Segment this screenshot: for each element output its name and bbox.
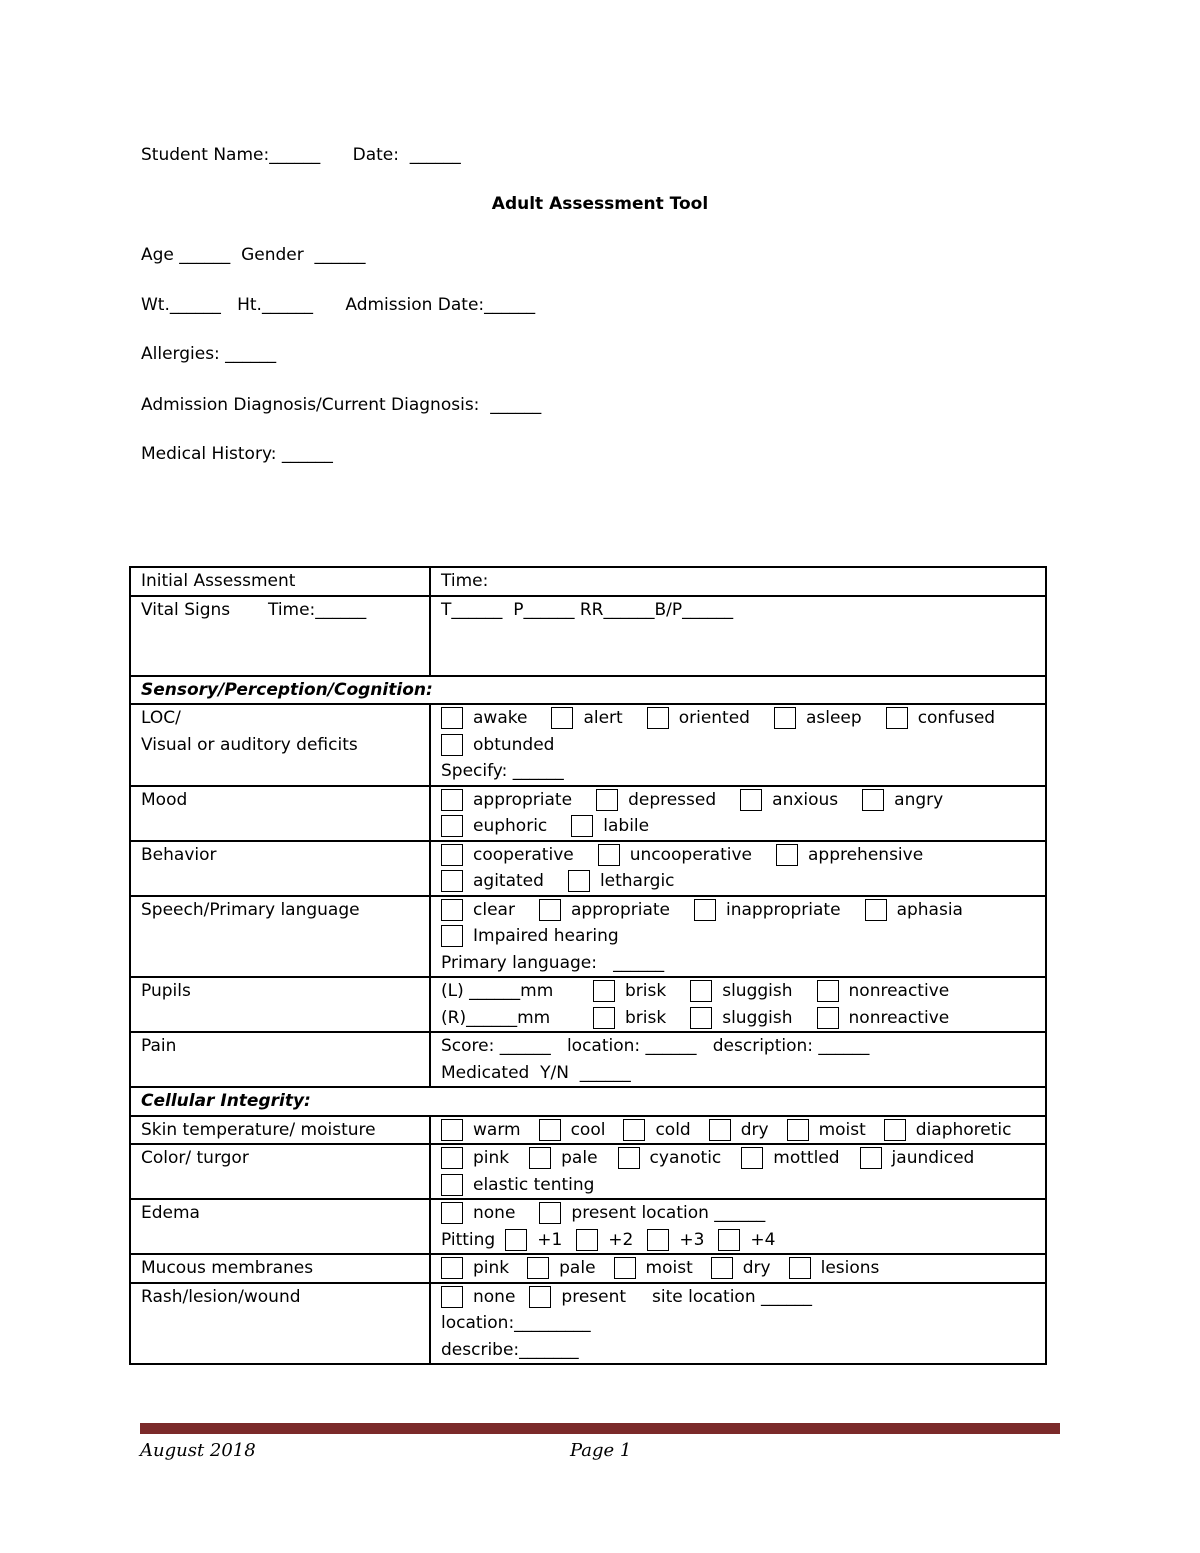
obtunded-checkbox[interactable] xyxy=(441,734,463,756)
vital-signs-label: Vital Signs Time:______ xyxy=(130,596,430,676)
mucous-label: Mucous membranes xyxy=(130,1254,430,1283)
impaired-hearing-checkbox[interactable] xyxy=(441,925,463,947)
allergies-line: Allergies: ______ xyxy=(141,344,277,364)
mood-label: Mood xyxy=(130,786,430,841)
rash-describe: describe:_______ xyxy=(441,1339,579,1360)
cooperative-checkbox[interactable] xyxy=(441,844,463,866)
depressed-checkbox[interactable] xyxy=(596,789,618,811)
table-row xyxy=(130,596,1046,676)
pitting-label: Pitting xyxy=(441,1229,496,1250)
cool-checkbox[interactable] xyxy=(539,1119,561,1141)
angry-checkbox[interactable] xyxy=(862,789,884,811)
table-row xyxy=(130,896,1046,978)
table-row xyxy=(130,1087,1046,1116)
pain-values: Score: ______ location: ______ description: ______ Medicated Y/N ______ xyxy=(430,1032,1046,1087)
right-nonreactive-checkbox[interactable] xyxy=(817,1007,839,1029)
elastic-tenting-checkbox[interactable] xyxy=(441,1174,463,1196)
right-sluggish-checkbox[interactable] xyxy=(690,1007,712,1029)
lethargic-checkbox[interactable] xyxy=(568,870,590,892)
right-brisk-checkbox[interactable] xyxy=(593,1007,615,1029)
inappropriate-checkbox[interactable] xyxy=(694,899,716,921)
pitting-plus3-checkbox[interactable] xyxy=(647,1229,669,1251)
agitated-checkbox[interactable] xyxy=(441,870,463,892)
table-row xyxy=(130,786,1046,841)
section-cellular-integrity: Cellular Integrity: xyxy=(130,1087,1046,1116)
vital-signs-values: T______ P______ RR______B/P______ xyxy=(430,596,1046,676)
footer-page-number: Page 1 xyxy=(570,1440,632,1461)
oriented-checkbox[interactable] xyxy=(647,707,669,729)
cold-checkbox[interactable] xyxy=(623,1119,645,1141)
table-row xyxy=(130,1116,1046,1145)
pitting-plus1-checkbox[interactable] xyxy=(505,1229,527,1251)
loc-options: awake alert oriented asleep confused obtunded Specify: ______ xyxy=(430,704,1046,786)
pitting-plus2-checkbox[interactable] xyxy=(576,1229,598,1251)
mucous-dry-checkbox[interactable] xyxy=(711,1257,733,1279)
pupils-options: (L) ______mm brisk sluggish nonreactive (R)______mm brisk sluggish nonreactive xyxy=(430,977,1046,1032)
aphasia-checkbox[interactable] xyxy=(865,899,887,921)
skin-options: warm cool cold dry moist diaphoretic xyxy=(430,1116,1046,1145)
clear-checkbox[interactable] xyxy=(441,899,463,921)
table-row xyxy=(130,676,1046,705)
appropriate-checkbox[interactable] xyxy=(441,789,463,811)
mucous-pale-checkbox[interactable] xyxy=(527,1257,549,1279)
speech-options: clear appropriate inappropriate aphasia Impaired hearing Primary language: ______ xyxy=(430,896,1046,978)
alert-checkbox[interactable] xyxy=(551,707,573,729)
pain-label: Pain xyxy=(130,1032,430,1087)
loc-specify: Specify: ______ xyxy=(441,761,564,782)
behavior-label: Behavior xyxy=(130,841,430,896)
pitting-plus4-checkbox[interactable] xyxy=(718,1229,740,1251)
initial-assessment-label: Initial Assessment xyxy=(130,567,430,596)
asleep-checkbox[interactable] xyxy=(774,707,796,729)
mucous-options: pink pale moist dry lesions xyxy=(430,1254,1046,1283)
dry-checkbox[interactable] xyxy=(709,1119,731,1141)
moist-checkbox[interactable] xyxy=(787,1119,809,1141)
behavior-options: cooperative uncooperative apprehensive agitated lethargic xyxy=(430,841,1046,896)
rash-options: none present site location ______ location:_________ describe:_______ xyxy=(430,1283,1046,1365)
mucous-moist-checkbox[interactable] xyxy=(614,1257,636,1279)
diaphoretic-checkbox[interactable] xyxy=(884,1119,906,1141)
left-pupil-size: (L) ______mm xyxy=(441,981,554,1002)
table-row xyxy=(130,841,1046,896)
table-row xyxy=(130,1144,1046,1199)
table-row xyxy=(130,1254,1046,1283)
edema-none-checkbox[interactable] xyxy=(441,1202,463,1224)
loc-label: LOC/ Visual or auditory deficits xyxy=(130,704,430,786)
table-row xyxy=(130,1283,1046,1365)
cyanotic-checkbox[interactable] xyxy=(618,1147,640,1169)
right-pupil-size: (R)______mm xyxy=(441,1007,551,1028)
primary-language: Primary language: ______ xyxy=(441,952,665,973)
table-row xyxy=(130,704,1046,786)
mood-options: appropriate depressed anxious angry euphoric labile xyxy=(430,786,1046,841)
edema-options: none present location ______ Pitting +1 +2 +3 +4 xyxy=(430,1199,1046,1254)
left-sluggish-checkbox[interactable] xyxy=(690,980,712,1002)
labile-checkbox[interactable] xyxy=(571,815,593,837)
appropriate-speech-checkbox[interactable] xyxy=(539,899,561,921)
pale-checkbox[interactable] xyxy=(529,1147,551,1169)
mucous-lesions-checkbox[interactable] xyxy=(789,1257,811,1279)
student-name-date-line: Student Name:______ Date: ______ xyxy=(141,145,461,165)
edema-present-checkbox[interactable] xyxy=(539,1202,561,1224)
awake-checkbox[interactable] xyxy=(441,707,463,729)
rash-none-checkbox[interactable] xyxy=(441,1286,463,1308)
anxious-checkbox[interactable] xyxy=(740,789,762,811)
mottled-checkbox[interactable] xyxy=(741,1147,763,1169)
rash-site-location: site location ______ xyxy=(652,1286,813,1307)
table-row xyxy=(130,1032,1046,1087)
section-sensory-perception: Sensory/Perception/Cognition: xyxy=(130,676,1046,705)
table-row xyxy=(130,977,1046,1032)
color-turgor-options: pink pale cyanotic mottled jaundiced elastic tenting xyxy=(430,1144,1046,1199)
table-row xyxy=(130,1199,1046,1254)
pink-checkbox[interactable] xyxy=(441,1147,463,1169)
uncooperative-checkbox[interactable] xyxy=(598,844,620,866)
rash-present-checkbox[interactable] xyxy=(529,1286,551,1308)
diagnosis-line: Admission Diagnosis/Current Diagnosis: ______ xyxy=(141,395,542,415)
speech-label: Speech/Primary language xyxy=(130,896,430,978)
apprehensive-checkbox[interactable] xyxy=(776,844,798,866)
edema-label: Edema xyxy=(130,1199,430,1254)
warm-checkbox[interactable] xyxy=(441,1119,463,1141)
initial-assessment-time: Time: xyxy=(430,567,1046,596)
rash-location: location:_________ xyxy=(441,1313,591,1334)
table-row xyxy=(130,567,1046,596)
medical-history-line: Medical History: ______ xyxy=(141,444,333,464)
left-brisk-checkbox[interactable] xyxy=(593,980,615,1002)
skin-label: Skin temperature/ moisture xyxy=(130,1116,430,1145)
left-nonreactive-checkbox[interactable] xyxy=(817,980,839,1002)
rash-label: Rash/lesion/wound xyxy=(130,1283,430,1365)
confused-checkbox[interactable] xyxy=(886,707,908,729)
page-title: Adult Assessment Tool xyxy=(491,194,709,214)
footer-divider xyxy=(140,1423,1060,1434)
euphoric-checkbox[interactable] xyxy=(441,815,463,837)
color-turgor-label: Color/ turgor xyxy=(130,1144,430,1199)
footer-date: August 2018 xyxy=(140,1440,256,1461)
pupils-label: Pupils xyxy=(130,977,430,1032)
assessment-table xyxy=(129,566,1047,1365)
jaundiced-checkbox[interactable] xyxy=(860,1147,882,1169)
age-gender-line: Age ______ Gender ______ xyxy=(141,245,366,265)
weight-height-admission-line: Wt.______ Ht.______ Admission Date:______ xyxy=(141,295,536,315)
mucous-pink-checkbox[interactable] xyxy=(441,1257,463,1279)
